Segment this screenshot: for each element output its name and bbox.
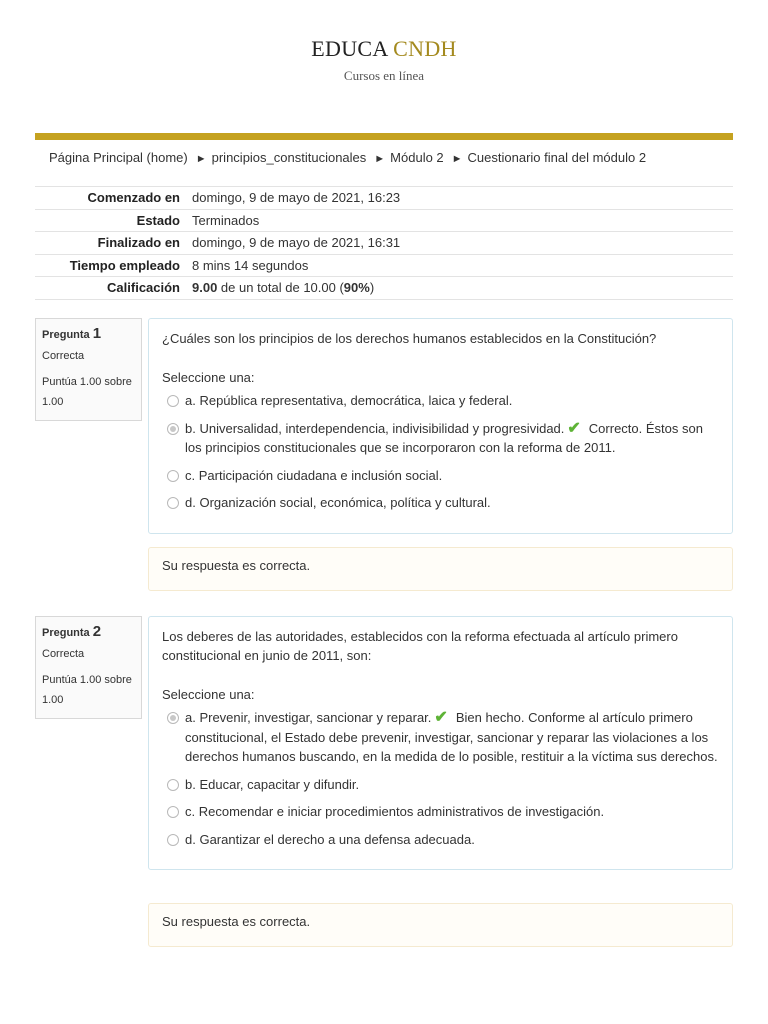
summary-grade-value xyxy=(186,277,733,300)
question-2-info xyxy=(35,616,142,719)
summary-value: domingo, 9 de mayo de 2021, 16:31 xyxy=(186,232,733,255)
select-one-prompt: Seleccione una: xyxy=(162,687,255,702)
grade-score: 9.00 xyxy=(192,280,218,296)
grade-percent: 90% xyxy=(343,280,370,296)
answer-option-b[interactable] xyxy=(162,775,719,795)
check-icon: ✔ xyxy=(567,419,581,437)
option-label: a. Prevenir, investigar, sancionar y reparar. xyxy=(185,710,432,725)
option-label: b. Universalidad, interdependencia, indivisibilidad y progresividad. xyxy=(185,420,565,436)
radio-selected-icon[interactable] xyxy=(167,712,179,724)
answer-options xyxy=(162,391,719,513)
breadcrumb-module-link[interactable]: Módulo 2 xyxy=(390,150,444,165)
radio-empty-icon[interactable] xyxy=(167,395,179,407)
option-label: d. Organización social, económica, política y cultural. xyxy=(185,495,491,510)
header-divider xyxy=(35,133,733,140)
answer-option-d[interactable] xyxy=(162,493,719,513)
question-state: Correcta xyxy=(42,648,85,660)
answer-options xyxy=(162,708,719,849)
select-one-prompt: Seleccione una: xyxy=(162,370,255,385)
brand-primary: EDUCA xyxy=(311,36,388,61)
radio-empty-icon[interactable] xyxy=(167,834,179,846)
option-feedback: Correcto. Éstos son los principios constitucionales que se incorporaron con la reforma de 2011. xyxy=(185,420,703,455)
summary-label: Finalizado en xyxy=(35,232,186,255)
summary-label: Estado xyxy=(35,209,186,232)
answer-option-c[interactable] xyxy=(162,466,719,486)
summary-value: domingo, 9 de mayo de 2021, 16:23 xyxy=(186,187,733,210)
radio-empty-icon[interactable] xyxy=(167,806,179,818)
option-feedback: Bien hecho. Conforme al artículo primero constitucional, el Estado debe prevenir, investigar, sancionar y reparar las violaciones a los derechos humanos buscando, en la medida de lo posible, restituir a la víctima sus derechos. xyxy=(185,710,718,764)
answer-option-b[interactable] xyxy=(162,419,719,458)
site-logo[interactable] xyxy=(0,36,768,62)
question-number: 2 xyxy=(92,623,102,640)
question-text: Los deberes de las autoridades, establecidos con la reforma efectuada al artículo primero constitucional en junio de 2011, son: xyxy=(162,629,678,663)
question-text: ¿Cuáles son los principios de los derechos humanos establecidos en la Constitución? xyxy=(162,331,657,346)
question-number: 1 xyxy=(92,325,102,342)
summary-row-time xyxy=(35,254,733,277)
question-1-content xyxy=(148,318,733,534)
breadcrumb-separator-icon: ► xyxy=(195,153,207,165)
breadcrumb-separator-icon: ► xyxy=(374,153,386,165)
question-2-content xyxy=(148,616,733,870)
question-1-info xyxy=(35,318,142,421)
option-label: c. Participación ciudadana e inclusión social. xyxy=(185,467,443,483)
radio-empty-icon[interactable] xyxy=(167,779,179,791)
radio-selected-icon[interactable] xyxy=(167,423,179,435)
question-2-feedback: Su respuesta es correcta. xyxy=(148,903,733,947)
summary-row-finished xyxy=(35,232,733,255)
summary-label: Calificación xyxy=(35,277,186,300)
question-title: Pregunta xyxy=(42,627,90,639)
question-1-feedback: Su respuesta es correcta. xyxy=(148,547,733,591)
option-label: b. Educar, capacitar y difundir. xyxy=(185,776,360,792)
option-label: d. Garantizar el derecho a una defensa adecuada. xyxy=(185,831,475,847)
attempt-summary-table xyxy=(35,186,733,300)
breadcrumb-course-link[interactable]: principios_constitucionales xyxy=(211,150,367,165)
option-label: c. Recomendar e iniciar procedimientos administrativos de investigación. xyxy=(185,804,605,819)
breadcrumb-home-link[interactable]: Página Principal (home) xyxy=(49,150,188,165)
question-grade: Puntúa 1.00 sobre 1.00 xyxy=(42,376,132,408)
grade-total: de un total de 10.00 ( xyxy=(217,280,344,296)
summary-label: Comenzado en xyxy=(35,187,186,210)
site-header xyxy=(0,36,768,84)
radio-empty-icon[interactable] xyxy=(167,470,179,482)
breadcrumb xyxy=(49,150,646,165)
breadcrumb-separator-icon: ► xyxy=(451,153,463,165)
breadcrumb-quiz-link[interactable]: Cuestionario final del módulo 2 xyxy=(467,150,647,165)
grade-close: ) xyxy=(369,280,375,296)
summary-row-started xyxy=(35,187,733,210)
check-icon: ✔ xyxy=(434,709,448,726)
answer-option-d[interactable] xyxy=(162,830,719,850)
question-state: Correcta xyxy=(42,350,85,362)
radio-empty-icon[interactable] xyxy=(167,497,179,509)
answer-option-a[interactable] xyxy=(162,708,719,767)
question-grade: Puntúa 1.00 sobre 1.00 xyxy=(42,674,132,706)
answer-option-a[interactable] xyxy=(162,391,719,411)
summary-row-state xyxy=(35,209,733,232)
summary-value: 8 mins 14 segundos xyxy=(186,254,733,277)
brand-accent: CNDH xyxy=(393,36,457,61)
option-label: a. República representativa, democrática, laica y federal. xyxy=(185,393,513,408)
site-tagline: Cursos en línea xyxy=(343,68,425,83)
summary-label: Tiempo empleado xyxy=(35,254,186,277)
summary-value: Terminados xyxy=(186,209,733,232)
question-title: Pregunta xyxy=(42,329,90,341)
summary-row-grade xyxy=(35,277,733,300)
answer-option-c[interactable] xyxy=(162,802,719,822)
